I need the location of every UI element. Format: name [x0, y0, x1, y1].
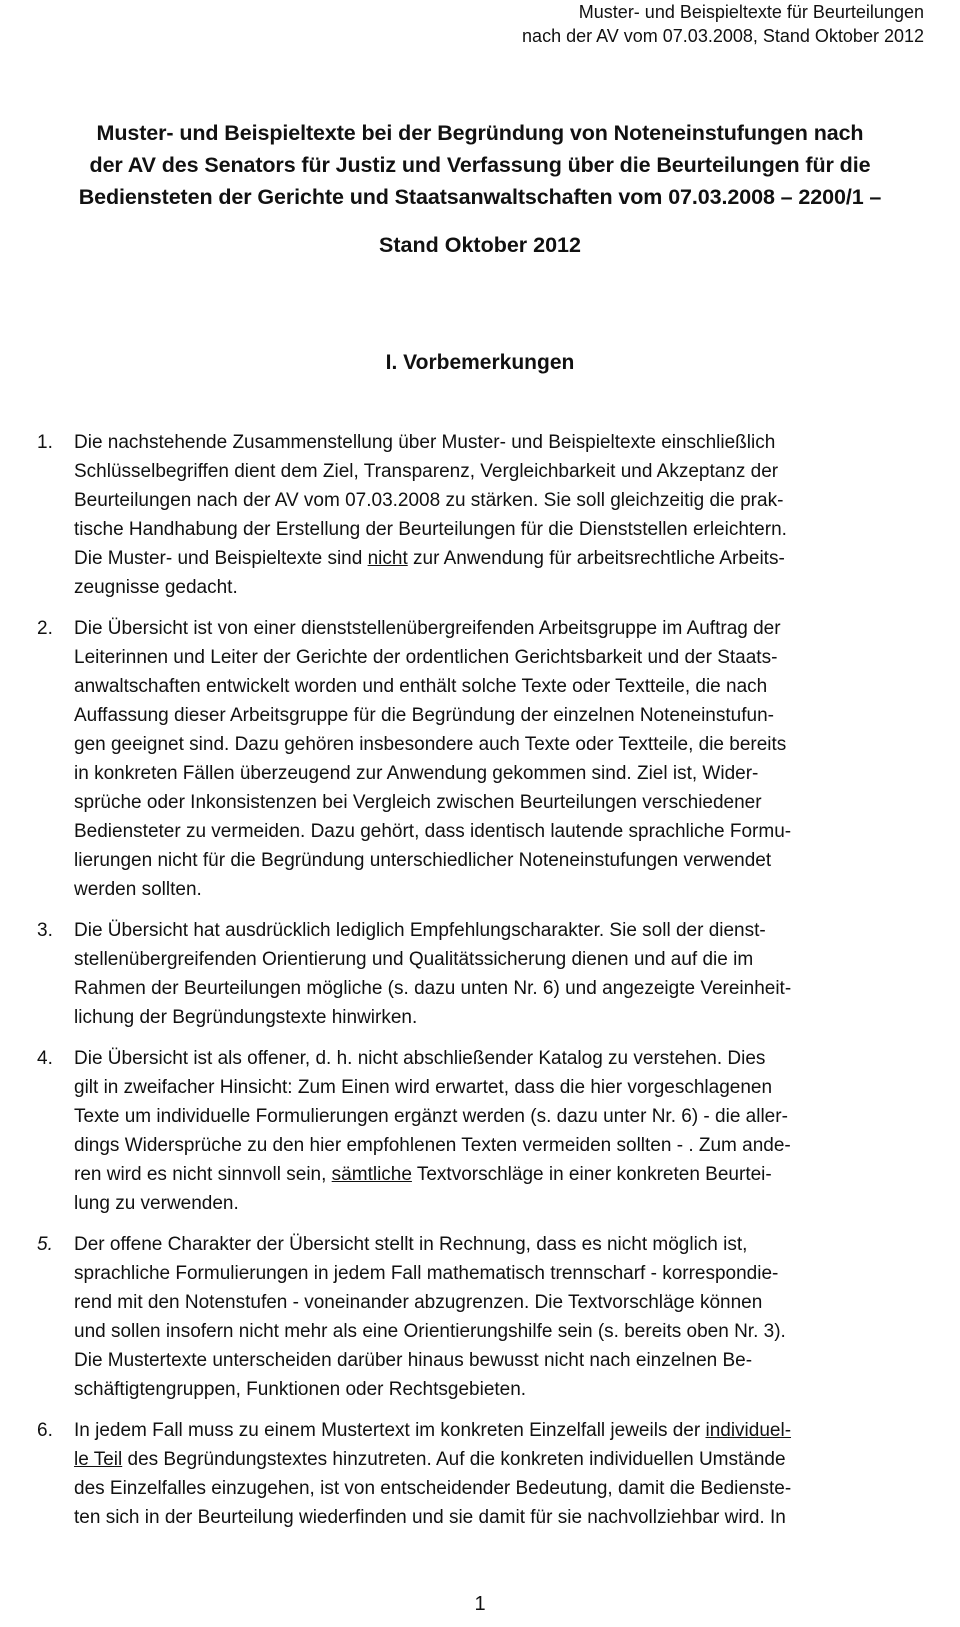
text-run: Die Muster- und Beispieltexte sind: [74, 548, 368, 569]
paragraph-line: Schlüsselbegriffen dient dem Ziel, Transparenz, Vergleichbarkeit und Akzeptanz der: [74, 461, 779, 482]
paragraph-line: in konkreten Fällen überzeugend zur Anwendung gekommen sind. Ziel ist, Wider-: [74, 763, 759, 784]
list-item: [0, 1416, 960, 1532]
paragraph-line: ten sich in der Beurteilung wiederfinden und sie damit für sie nachvollziehbar wird. In: [74, 1507, 786, 1528]
paragraph-line: Auffassung dieser Arbeitsgruppe für die Begründung der einzelnen Noteneinstufun-: [74, 705, 774, 726]
paragraph-line: Die Übersicht hat ausdrücklich lediglich Empfehlungscharakter. Sie soll der dienst-: [74, 920, 766, 941]
list-item: [0, 614, 960, 904]
paragraph-line: dings Widersprüche zu den hier empfohlenen Texten vermeiden sollten - . Zum ande-: [74, 1135, 791, 1156]
paragraph-line: gen geeignet sind. Dazu gehören insbesondere auch Texte oder Textteile, die bereits: [74, 734, 787, 755]
text-run: In jedem Fall muss zu einem Mustertext im konkreten Einzelfall jeweils der: [74, 1420, 706, 1441]
list-item-number: 5.: [37, 1234, 53, 1255]
paragraph-line: tische Handhabung der Erstellung der Beurteilungen für die Dienststellen erleichtern.: [74, 519, 787, 540]
paragraph-line: Die Übersicht ist als offener, d. h. nicht abschließender Katalog zu verstehen. Dies: [74, 1048, 766, 1069]
list-item-number: 3.: [37, 920, 53, 941]
underlined-emphasis: nicht: [367, 548, 408, 569]
list-item: [0, 428, 960, 602]
paragraph-line: anwaltschaften entwickelt worden und enthält solche Texte oder Textteile, die nach: [74, 676, 768, 697]
paragraph-line: Die Übersicht ist von einer dienststellenübergreifenden Arbeitsgruppe im Auftrag der: [74, 618, 781, 639]
paragraph-line: Bediensteter zu vermeiden. Dazu gehört, dass identisch lautende sprachliche Formu-: [74, 821, 792, 842]
page-number: 1: [474, 1593, 486, 1615]
paragraph-line: [74, 1445, 930, 1474]
paragraph-line: Leiterinnen und Leiter der Gerichte der ordentlichen Gerichtsbarkeit und der Staats-: [74, 647, 778, 668]
paragraph-line: Rahmen der Beurteilungen mögliche (s. dazu unten Nr. 6) und angezeigte Vereinheit-: [74, 978, 792, 999]
paragraph-line: Die Mustertexte unterscheiden darüber hinaus bewusst nicht nach einzelnen Be-: [74, 1350, 753, 1371]
document-title-line-2: der AV des Senators für Justiz und Verfassung über die Beurteilungen für die: [89, 153, 871, 177]
paragraph-line: lung zu verwenden.: [74, 1193, 239, 1214]
text-run: ren wird es nicht sinnvoll sein,: [74, 1164, 332, 1185]
numbered-list: [0, 428, 960, 1544]
paragraph-line: gilt in zweifacher Hinsicht: Zum Einen wird erwartet, dass die hier vorgeschlagenen: [74, 1077, 773, 1098]
document-subtitle: Stand Oktober 2012: [379, 233, 581, 257]
list-item-number: 1.: [37, 432, 53, 453]
paragraph-line: des Einzelfalles einzugehen, ist von entscheidender Bedeutung, damit die Bedienste-: [74, 1478, 792, 1499]
list-item-number: 4.: [37, 1048, 53, 1069]
paragraph-line: Die nachstehende Zusammenstellung über Muster- und Beispieltexte einschließlich: [74, 432, 776, 453]
paragraph-line: zeugnisse gedacht.: [74, 577, 238, 598]
paragraph-line: Beurteilungen nach der AV vom 07.03.2008 zu stärken. Sie soll gleichzeitig die prak-: [74, 490, 784, 511]
underlined-emphasis: le Teil: [74, 1449, 123, 1470]
text-run: Textvorschläge in einer konkreten Beurtei-: [411, 1164, 772, 1185]
paragraph-line: schäftigtengruppen, Funktionen oder Rechtsgebieten.: [74, 1379, 527, 1400]
section-heading: I. Vorbemerkungen: [385, 351, 575, 374]
document-title: [0, 117, 960, 213]
document-title-line-1: Muster- und Beispieltexte bei der Begründung von Noteneinstufungen nach: [96, 121, 864, 145]
paragraph-line: Texte um individuelle Formulierungen ergänzt werden (s. dazu unter Nr. 6) - die aller-: [74, 1106, 788, 1127]
document-title-line-3: Bediensteten der Gerichte und Staatsanwaltschaften vom 07.03.2008 – 2200/1 –: [78, 185, 882, 209]
list-item-number: 2.: [37, 618, 53, 639]
paragraph-line: [74, 1416, 930, 1445]
running-header: [522, 0, 924, 48]
paragraph-line: [74, 1160, 930, 1189]
paragraph-line: [74, 544, 930, 573]
list-item-number: 6.: [37, 1420, 53, 1441]
list-item: [0, 916, 960, 1032]
running-header-line-2: nach der AV vom 07.03.2008, Stand Oktober 2012: [522, 26, 924, 46]
text-run: des Begründungstextes hinzutreten. Auf die konkreten individuellen Umstände: [122, 1449, 786, 1470]
underlined-emphasis: individuel-: [705, 1420, 792, 1441]
list-item: [0, 1230, 960, 1404]
paragraph-line: lierungen nicht für die Begründung unterschiedlicher Noteneinstufungen verwendet: [74, 850, 772, 871]
paragraph-line: stellenübergreifenden Orientierung und Qualitätssicherung dienen und auf die im: [74, 949, 754, 970]
list-item: [0, 1044, 960, 1218]
paragraph-line: rend mit den Notenstufen - voneinander abzugrenzen. Die Textvorschläge können: [74, 1292, 763, 1313]
paragraph-line: werden sollten.: [74, 879, 202, 900]
text-run: zur Anwendung für arbeitsrechtliche Arbeits-: [407, 548, 785, 569]
paragraph-line: sprüche oder Inkonsistenzen bei Vergleich zwischen Beurteilungen verschiedener: [74, 792, 762, 813]
running-header-line-1: Muster- und Beispieltexte für Beurteilungen: [578, 2, 924, 22]
paragraph-line: und sollen insofern nicht mehr als eine Orientierungshilfe sein (s. bereits oben Nr. 3).: [74, 1321, 786, 1342]
paragraph-line: sprachliche Formulierungen in jedem Fall mathematisch trennscharf - korrespondie-: [74, 1263, 779, 1284]
underlined-emphasis: sämtliche: [331, 1164, 412, 1185]
paragraph-line: Der offene Charakter der Übersicht stellt in Rechnung, dass es nicht möglich ist,: [74, 1234, 748, 1255]
paragraph-line: lichung der Begründungstexte hinwirken.: [74, 1007, 418, 1028]
